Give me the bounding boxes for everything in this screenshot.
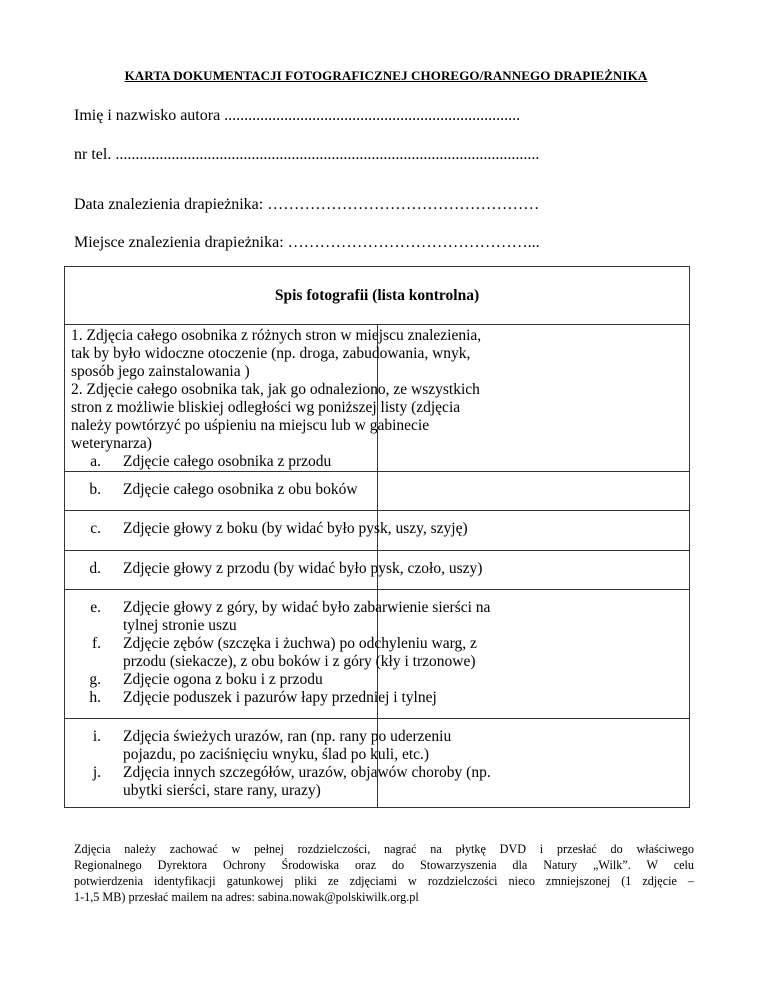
item-f-text: przodu (siekacze), z obu boków i z góry (kły i trzonowe) [123,653,476,670]
item-2-line: stron z możliwie bliskiej odległości wg poniższej listy (zdjęcia [71,399,461,416]
phone-number-field: nr tel. .......................................................................................................... [74,146,540,163]
item-2-line: weterynarza) [71,435,152,452]
item-j-text: ubytki sierści, stare rany, urazy) [123,782,321,799]
item-2-line: należy powtórzyć po uśpieniu na miejscu lub w gabinecie [71,417,430,434]
footnote-line: 1-1,5 MB) przesłać mailem na adres: sabina.nowak@polskiwilk.org.pl [74,890,419,904]
footnote-line: Zdjęcia należy zachować w pełnej rozdzielczości, nagrać na płytkę DVD i przesłać do właściwego [74,842,694,856]
item-1-line: tak by było widoczne otoczenie (np. droga, zabudowania, wnyk, [71,345,471,362]
author-name-field: Imię i nazwisko autora .......................................................................... [74,107,521,124]
item-d [71,560,483,578]
checklist-row-1-2-a [65,325,690,472]
item-b-label: b. [89,481,101,498]
item-h-label: h. [89,689,101,706]
checklist-row-e-h [65,590,690,719]
item-a-text: Zdjęcie całego osobnika z przodu [123,453,332,470]
item-i-text: Zdjęcia świeżych urazów, ran (np. rany po uderzeniu [123,728,452,745]
item-f-label: f. [91,635,101,652]
item-e [71,599,491,635]
checklist-row-b [65,472,690,511]
footnote-line: potwierdzenia identyfikacji gatunkowej pliki ze zdjęciami w rozdzielczości nieco zmniejszonej (1 zdjęcie – [74,874,694,888]
item-i-label: i. [92,728,101,745]
item-1-line: sposób jego zainstalowania ) [71,363,250,380]
item-b [71,481,373,499]
document-title: KARTA DOKUMENTACJI FOTOGRAFICZNEJ CHOREGO/RANNEGO DRAPIEŻNIKA [124,68,648,83]
item-g [71,671,373,689]
checklist-row-c [65,511,690,551]
checklist-row-d [65,551,690,590]
item-j-text: Zdjęcia innych szczegółów, urazów, objawów choroby (np. [123,764,491,781]
checkbox-cell-b[interactable] [377,472,690,511]
item-i-text: pojazdu, po zaciśnięciu wnyku, ślad po kuli, etc.) [123,746,430,763]
item-j-label: j. [92,764,101,781]
submission-instructions [74,841,694,905]
item-1-line: 1. Zdjęcia całego osobnika z różnych stron w miejscu znalezienia, [71,327,482,344]
item-h [71,689,437,707]
item-2-line: 2. Zdjęcie całego osobnika tak, jak go odnaleziono, ze wszystkich [71,381,480,398]
item-e-text: tylnej stronie uszu [123,617,237,634]
item-i [71,728,452,764]
item-c-text: Zdjęcie głowy z boku (by widać było pysk, uszy, szyję) [123,520,468,537]
item-e-text: Zdjęcie głowy z góry, by widać było zabarwienie sierści na [123,599,491,616]
footnote-line: Regionalnego Dyrektora Ochrony Środowiska oraz do Stowarzyszenia dla Natury „Wilk”. W celu [74,858,694,872]
item-d-label: d. [89,560,101,577]
item-e-label: e. [90,599,101,616]
item-a [71,453,373,471]
item-b-text: Zdjęcie całego osobnika z obu boków [123,481,358,498]
photo-checklist-table [64,266,690,808]
item-f-text: Zdjęcie zębów (szczęka i żuchwa) po odchyleniu warg, z [123,635,477,652]
checklist-heading: Spis fotografii (lista kontrolna) [65,267,690,325]
checklist-row-i-j [65,719,690,808]
item-f [71,635,477,671]
item-a-label: a. [90,453,101,470]
item-h-text: Zdjęcie poduszek i pazurów łapy przedniej i tylnej [123,689,437,706]
checklist-heading-row [65,267,690,325]
date-found-field: Data znalezienia drapieżnika: …………………………………………… [74,196,540,213]
item-g-text: Zdjęcie ogona z boku i z przodu [123,671,323,688]
item-c [71,520,468,538]
item-g-label: g. [89,671,101,688]
item-j [71,764,491,800]
item-c-label: c. [90,520,101,537]
item-d-text: Zdjęcie głowy z przodu (by widać było pysk, czoło, uszy) [123,560,483,577]
place-found-field: Miejsce znalezienia drapieżnika: ………………………………………... [74,234,540,251]
